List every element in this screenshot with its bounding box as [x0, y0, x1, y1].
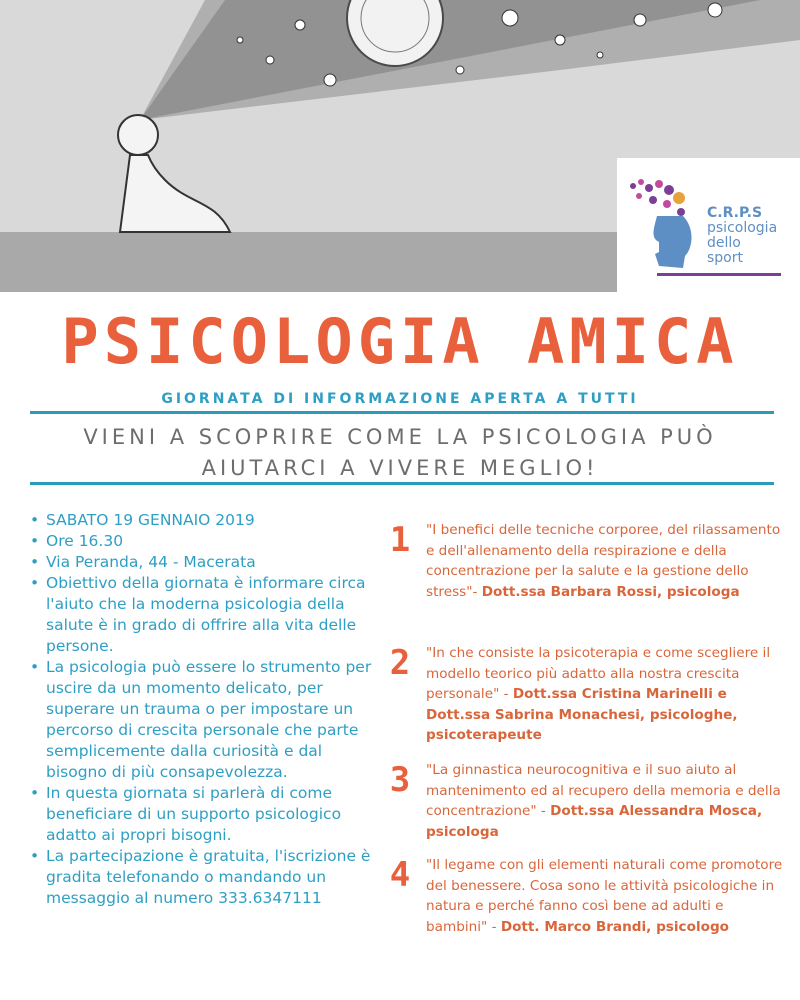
- logo-line-1: psicologia: [707, 220, 778, 236]
- talk-text: "I benefici delle tecniche corporee, del rilassamento e dell'allenamento della respirazione e della concentrazione per la salute e la gestione dello stress"-: [426, 522, 781, 600]
- event-topic: • In questa giornata si parlerà di come beneficiare di un supporto psicologico adatto ai propri bisogni.: [30, 783, 385, 846]
- talk-description: [426, 520, 786, 602]
- tagline-line-1: VIENI A SCOPRIRE COME LA PSICOLOGIA PUÒ: [83, 425, 717, 449]
- subtitle: GIORNATA DI INFORMAZIONE APERTA A TUTTI: [161, 391, 639, 407]
- talk-text: "La ginnastica neurocognitiva e il suo aiuto al mantenimento ed al recupero della memoria e della concentrazione" -: [426, 762, 781, 820]
- talk-speaker: Dott.ssa Barbara Rossi, psicologa: [481, 583, 740, 600]
- talk-number: 3: [389, 760, 411, 800]
- talk-speaker: Dott. Marco Brandi, psicologo: [500, 918, 730, 935]
- logo-text: [707, 206, 777, 266]
- head-dots-icon: [625, 176, 715, 286]
- logo-line-2: dello: [707, 235, 741, 251]
- tagline-line-2: AIUTARCI A VIVERE MEGLIO!: [201, 456, 599, 480]
- talk-speaker: Dott.ssa Alessandra Mosca, psicologa: [426, 803, 763, 840]
- logo-line-3: sport: [707, 250, 743, 266]
- event-date: • SABATO 19 GENNAIO 2019: [30, 510, 385, 531]
- event-objective: • Obiettivo della giornata è informare circa l'aiuto che la moderna psicologia della salute è in grado di offrire alla vita delle persone.: [30, 573, 385, 657]
- talk-description: [426, 760, 786, 842]
- talk-number: 4: [389, 855, 411, 895]
- talk-description: [426, 643, 786, 746]
- divider-bottom: [30, 482, 774, 485]
- header-illustration: [0, 0, 800, 292]
- talk-speaker: Dott.ssa Cristina Marinelli e Dott.ssa Sabrina Monachesi, psicologhe, psicoterapeute: [426, 686, 738, 744]
- event-registration: • La partecipazione è gratuita, l'iscrizione è gradita telefonando o mandando un messaggio al numero 333.6347111: [30, 846, 385, 909]
- event-info-list: [30, 510, 385, 909]
- talk-description: [426, 855, 786, 937]
- event-time: • Ore 16.30: [30, 531, 385, 552]
- talk-text: "In che consiste la psicoterapia e come scegliere il modello teorico più adatto alla nostra crescita personale" -: [426, 645, 771, 703]
- talk-text: "Il legame con gli elementi naturali come promotore del benessere. Cosa sono le attività psicologiche in natura e perché fanno così bene ad adulti e bambini" -: [426, 857, 783, 935]
- event-description: • La psicologia può essere lo strumento per uscire da un momento delicato, per superare un trauma o per impostare un percorso di crescita personale che parte semplicemente dalla curiosità e dal bisogno di più consapevolezza.: [30, 657, 385, 783]
- crps-logo: [617, 158, 800, 292]
- divider-top: [30, 411, 774, 414]
- page-title: PSICOLOGIA AMICA: [61, 305, 739, 378]
- logo-underline: [657, 273, 781, 276]
- tagline: [0, 422, 800, 484]
- event-address: • Via Peranda, 44 - Macerata: [30, 552, 385, 573]
- talk-number: 1: [389, 520, 411, 560]
- logo-name: C.R.P.S: [707, 205, 763, 221]
- talk-number: 2: [389, 643, 411, 683]
